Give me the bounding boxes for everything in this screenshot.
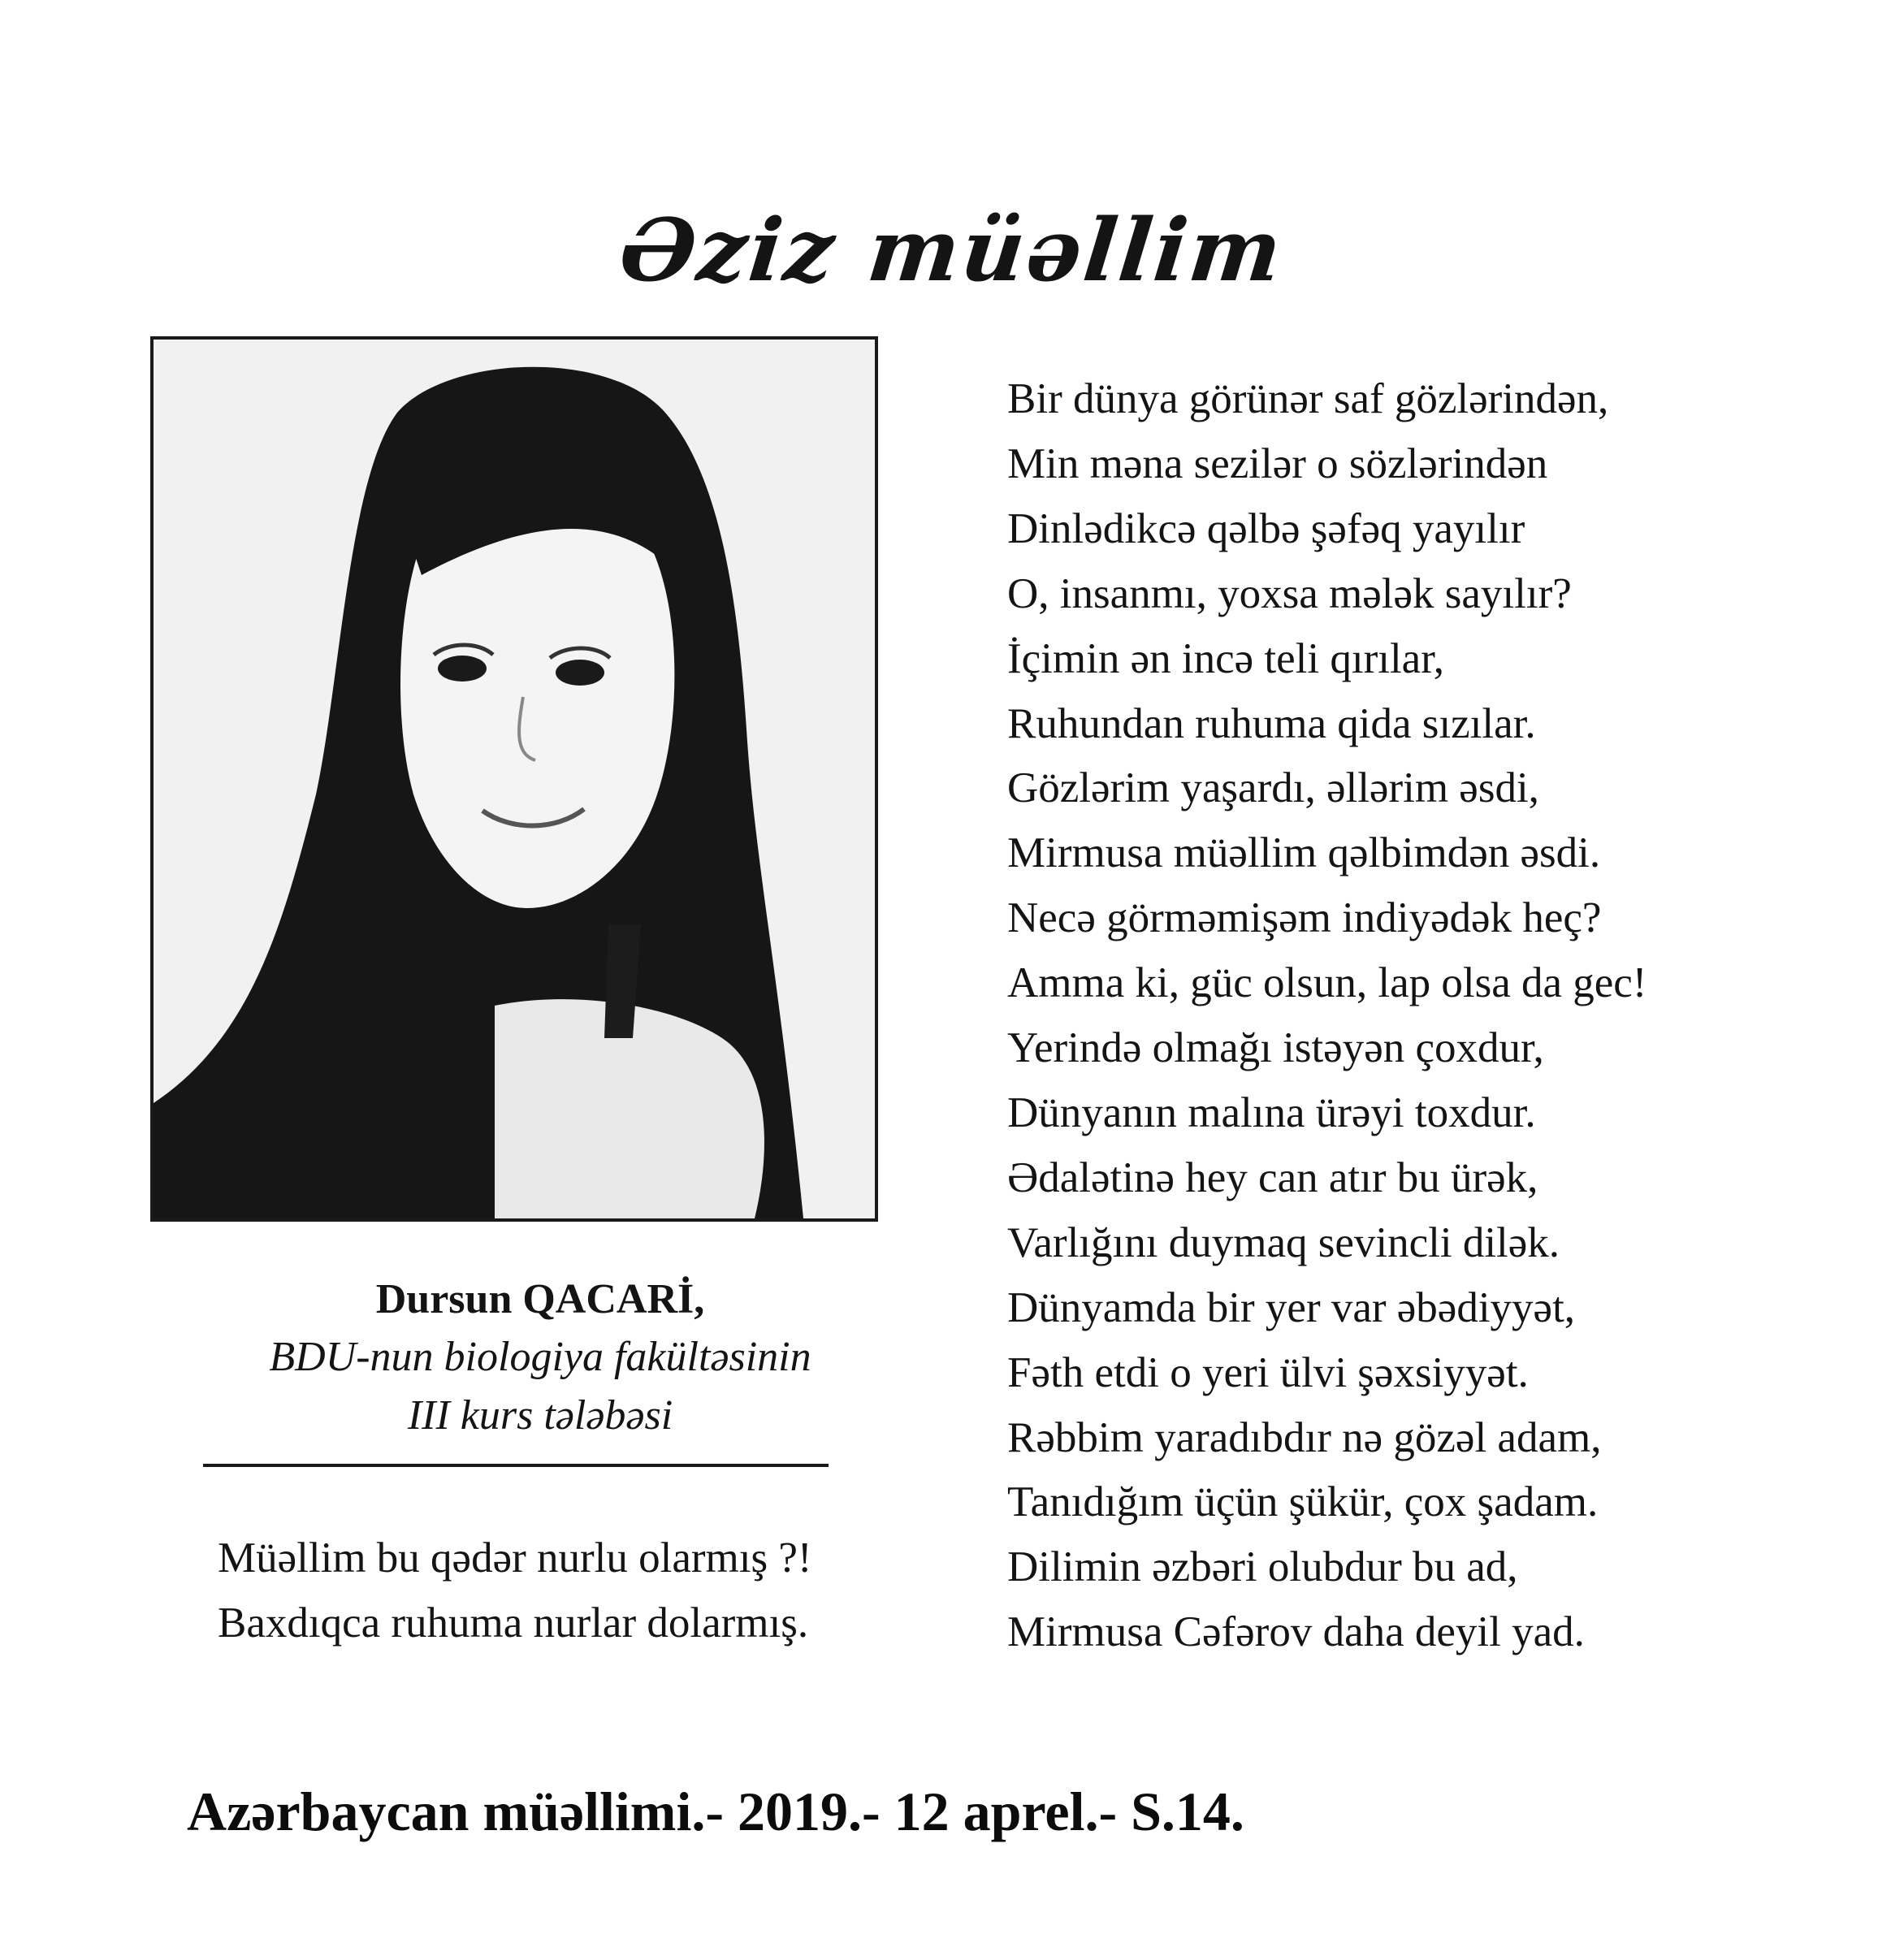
- verse-line: Dinlədikcə qəlbə şəfəq yayılır: [1007, 504, 1525, 552]
- verse-line: Tanıdığım üçün şükür, çox şadam.: [1007, 1478, 1599, 1526]
- author-course: III kurs tələbəsi: [407, 1392, 673, 1439]
- verse-line: Ədalətinə hey can atır bu ürək,: [1007, 1153, 1538, 1201]
- verse-line: Rəbbim yaradıbdır nə gözəl adam,: [1007, 1413, 1602, 1461]
- author-name: Dursun QACARİ,: [375, 1276, 705, 1322]
- verse-line: Ruhundan ruhuma qida sızılar.: [1007, 699, 1536, 747]
- poem-title: Əziz müəllim: [615, 199, 1289, 301]
- verse-line: Mirmusa Cəfərov daha deyil yad.: [1007, 1608, 1585, 1656]
- verse-line: Baxdıqca ruhuma nurlar dolarmış.: [218, 1599, 809, 1647]
- verse-line: Bir dünya görünər saf gözlərindən,: [1007, 375, 1609, 422]
- verse-line: Dünyanın malına ürəyi toxdur.: [1007, 1088, 1536, 1136]
- verse-line: Necə görməmişəm indiyədək heç?: [1007, 894, 1602, 942]
- verse-line: Dünyamda bir yer var əbədiyyət,: [1007, 1283, 1576, 1331]
- author-info: [162, 1271, 918, 1445]
- verse-line: Amma ki, güc olsun, lap olsa da gec!: [1007, 959, 1647, 1007]
- verse-line: Yerində olmağı istəyən çoxdur,: [1007, 1024, 1544, 1072]
- verse-line: Varlığını duymaq sevincli dilək.: [1007, 1218, 1560, 1266]
- verse-line: O, insanmı, yoxsa mələk sayılır?: [1007, 569, 1572, 617]
- right-verse: [1007, 367, 1868, 1665]
- section-divider: [203, 1464, 829, 1467]
- verse-line: İçimin ən incə teli qırılar,: [1007, 634, 1444, 682]
- source-citation: Azərbaycan müəllimi.- 2019.- 12 aprel.- S.14.: [187, 1781, 1244, 1842]
- portrait-photo-icon: [154, 340, 875, 1218]
- verse-line: Min məna sezilər o sözlərindən: [1007, 439, 1548, 487]
- verse-line: Fəth etdi o yeri ülvi şəxsiyyət.: [1007, 1348, 1529, 1396]
- verse-line: Mirmusa müəllim qəlbimdən əsdi.: [1007, 829, 1601, 877]
- left-verse: [218, 1525, 916, 1655]
- verse-line: Gözlərim yaşardı, əllərim əsdi,: [1007, 764, 1539, 812]
- verse-line: Dilimin əzbəri olubdur bu ad,: [1007, 1543, 1518, 1591]
- verse-line: Müəllim bu qədər nurlu olarmış ?!: [218, 1534, 812, 1582]
- author-affiliation: BDU-nun biologiya fakültəsinin: [269, 1334, 811, 1380]
- author-photo: [150, 336, 878, 1222]
